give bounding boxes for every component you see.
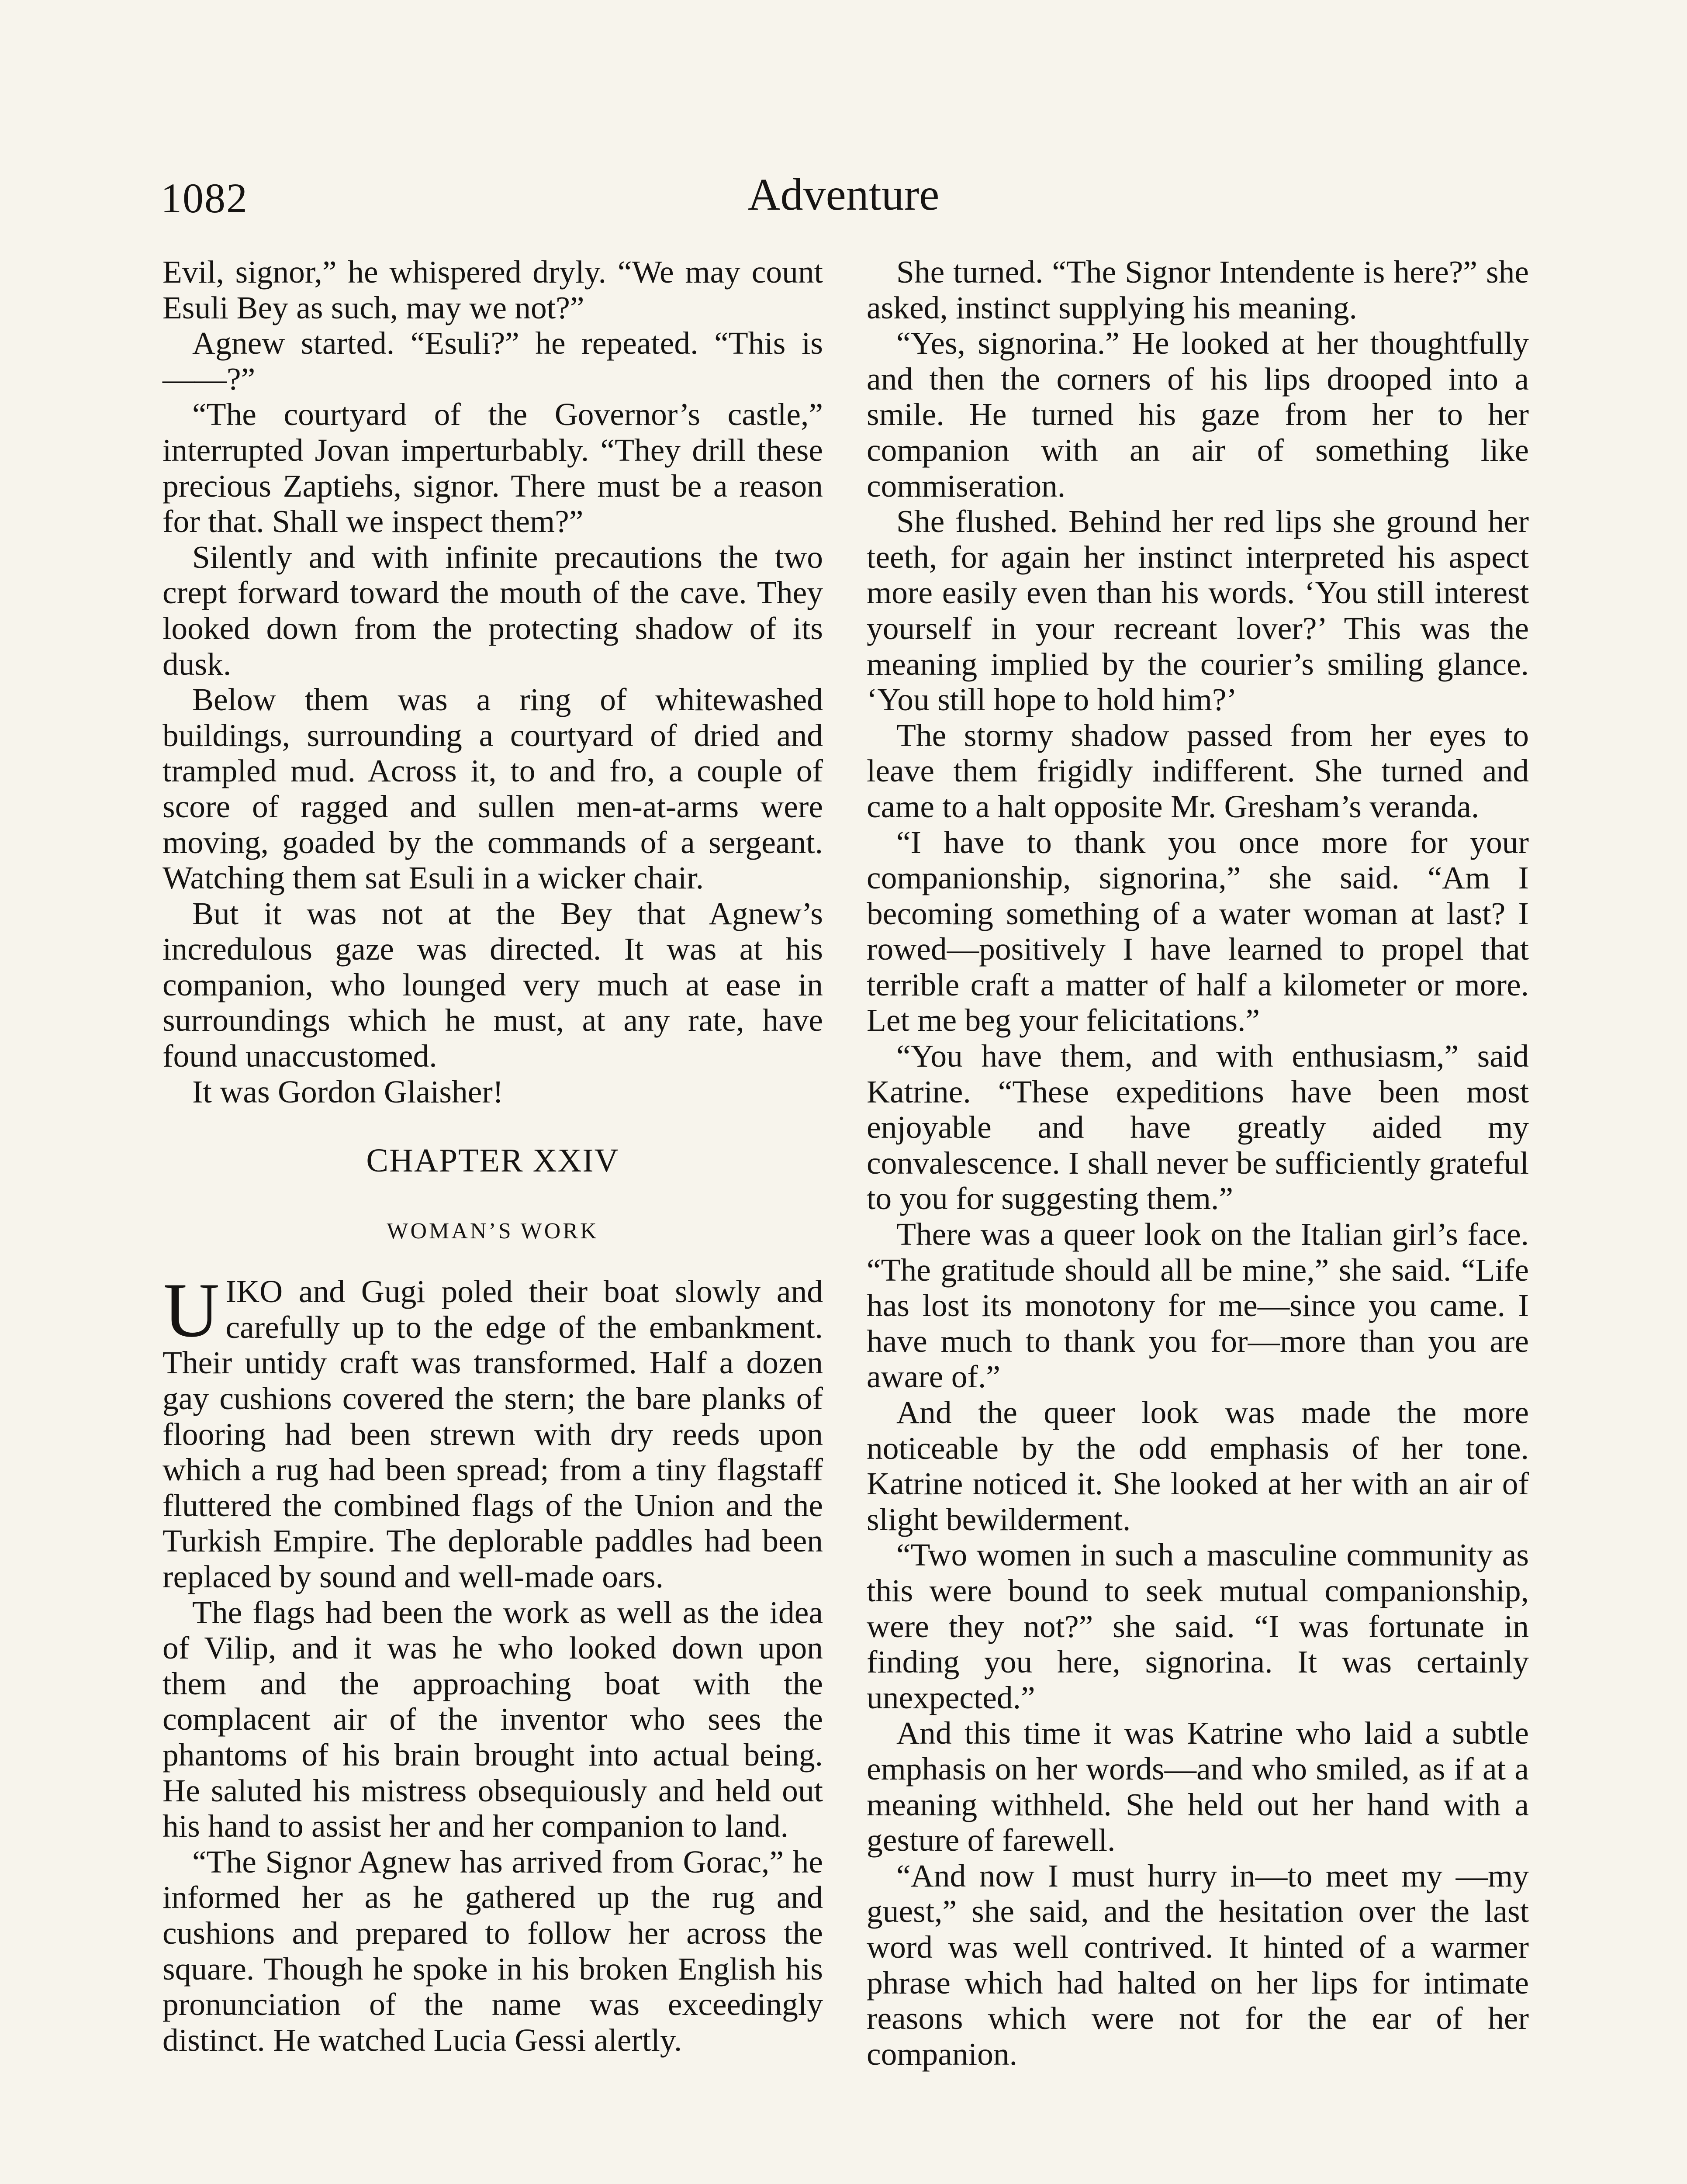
- paragraph: And the queer look was made the more noticeable by the odd emphasis of her tone. Katrine noticed it. She looked at her with an air of slight bewilderment.: [867, 1395, 1529, 1537]
- paragraph: “The courtyard of the Governor’s castle,” interrupted Jovan imperturbably. “They drill these precious Zaptiehs, signor. There must be a reason for that. Shall we inspect them?”: [162, 397, 823, 539]
- paragraph: Silently and with infinite precautions the two crept forward toward the mouth of the cave. They looked down from the protecting shadow of its dusk.: [162, 539, 823, 682]
- paragraph: And this time it was Katrine who laid a subtle emphasis on her words—and who smiled, as if at a meaning withheld. She held out her hand with a gesture of farewell.: [867, 1715, 1529, 1858]
- paragraph: Agnew started. “Esuli?” he repeated. “This is——?”: [162, 325, 823, 397]
- chapter-opening-paragraph: [162, 1267, 823, 1594]
- paragraph-text: IKO and Gugi poled their boat slowly and carefully up to the edge of the embankment. Their untidy craft was transformed. Half a dozen gay cushions covered the stern; the bare planks of flooring had been strewn with dry reeds upon which a rug had been spread; from a tiny flagstaff fluttered the combined flags of the Union and the Turkish Empire. The deplorable paddles had been replaced by sound and well-made oars.: [162, 1274, 823, 1594]
- page-number: 1082: [161, 175, 248, 221]
- chapter-subtitle: WOMAN’S WORK: [387, 1219, 599, 1244]
- paragraph: But it was not at the Bey that Agnew’s incredulous gaze was directed. It was at his companion, who lounged very much at ease in surroundings which he must, at any rate, have found unaccustomed.: [162, 895, 823, 1074]
- paragraph: Evil, signor,” he whispered dryly. “We may count Esuli Bey as such, may we not?”: [162, 254, 823, 325]
- paragraph: The flags had been the work as well as the idea of Vilip, and it was he who looked down upon them and the approaching boat with the complacent air of the inventor who sees the phantoms of his brain brought into actual being. He saluted his mistress obsequiously and held out his hand to assist her and her companion to land.: [162, 1594, 823, 1844]
- paragraph: The stormy shadow passed from her eyes to leave them frigidly indifferent. She turned and came to a halt opposite Mr. Gresham’s veranda.: [867, 717, 1529, 824]
- paragraph: “I have to thank you once more for your companionship, signorina,” she said. “Am I becoming something of a water woman at last? I rowed—positively I have learned to propel that terrible craft a matter of half a kilometer or more. Let me beg your felicitations.”: [867, 824, 1529, 1038]
- paragraph: “Two women in such a masculine community as this were bound to seek mutual companionship, were they not?” she said. “I was fortunate in finding you here, signorina. It was certainly unexpected.”: [867, 1537, 1529, 1715]
- paragraph: “Yes, signorina.” He looked at her thoughtfully and then the corners of his lips drooped into a smile. He turned his gaze from her to her companion with an air of something like commiseration.: [867, 325, 1529, 504]
- magazine-title: Adventure: [747, 169, 940, 220]
- chapter-heading: CHAPTER XXIV: [366, 1142, 619, 1179]
- left-column: [162, 254, 823, 2058]
- paragraph: “You have them, and with enthusiasm,” said Katrine. “These expeditions have been most enjoyable and have greatly aided my convalescence. I shall never be sufficiently grateful to you for suggesting them.”: [867, 1038, 1529, 1216]
- paragraph: It was Gordon Glaisher!: [192, 1074, 504, 1109]
- paragraph: She turned. “The Signor Intendente is here?” she asked, instinct supplying his meaning.: [867, 254, 1529, 325]
- paragraph: She flushed. Behind her red lips she ground her teeth, for again her instinct interpreted his aspect more easily even than his words. ‘You still interest yourself in your recreant lover?’ This was the meaning implied by the courier’s smiling glance. ‘You still hope to hold him?’: [867, 504, 1529, 718]
- paragraph: “The Signor Agnew has arrived from Gorac,” he informed her as he gathered up the rug and cushions and prepared to follow her across the square. Though he spoke in his broken English his pronunciation of the name was exceedingly distinct. He watched Lucia Gessi alertly.: [162, 1844, 823, 2058]
- paragraph: Below them was a ring of whitewashed buildings, surrounding a courtyard of dried and trampled mud. Across it, to and fro, a couple of score of ragged and sullen men-at-arms were moving, goaded by the commands of a sergeant. Watching them sat Esuli in a wicker chair.: [162, 682, 823, 896]
- paragraph: “And now I must hurry in—to meet my —my guest,” she said, and the hesitation over the last word was well contrived. It hinted of a warmer phrase which had halted on her lips for intimate reasons which were not for the ear of her companion.: [867, 1858, 1529, 2072]
- right-column: [867, 254, 1529, 2072]
- paragraph: There was a queer look on the Italian girl’s face. “The gratitude should all be mine,” she said. “Life has lost its monotony for me—since you came. I have much to thank you for—more than you are aware of.”: [867, 1216, 1529, 1395]
- drop-cap: U: [163, 1267, 220, 1354]
